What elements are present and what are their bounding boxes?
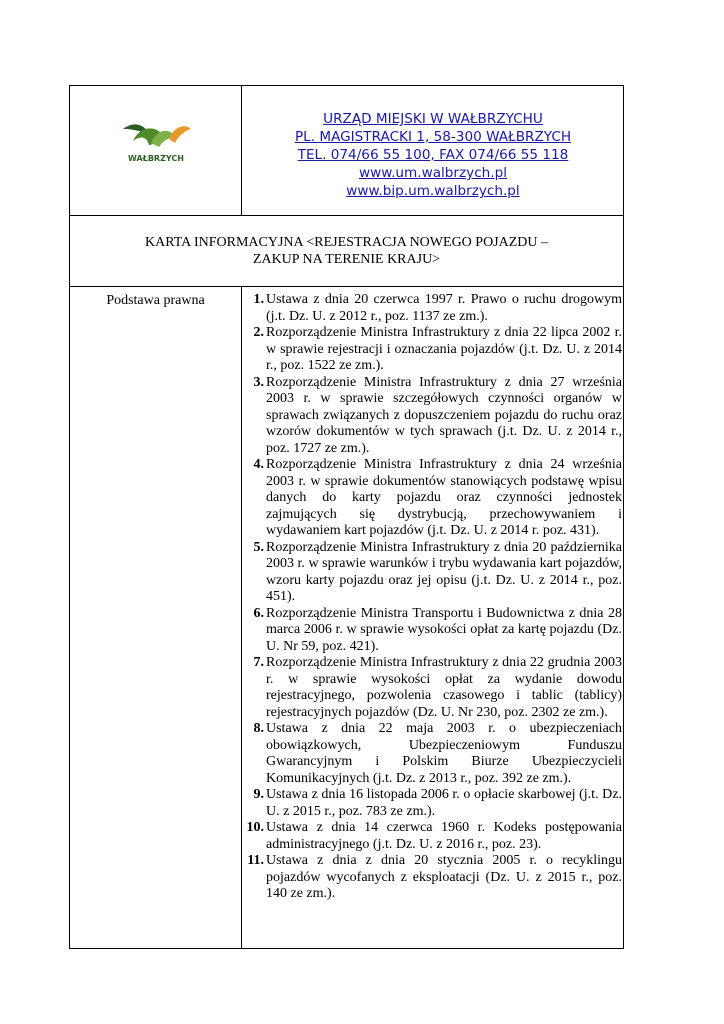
row-divider-title xyxy=(70,286,623,287)
list-item-text: Ustawa z dnia z dnia 20 stycznia 2005 r. o recyklingu pojazdów wycofanych z eksploatacji (Dz. U. z 2015 r., poz. 140 ze zm.). xyxy=(266,853,622,901)
list-item-number: 2. xyxy=(253,325,264,340)
office-contact-block xyxy=(242,110,624,200)
list-item-number: 9. xyxy=(253,787,264,802)
info-card-table xyxy=(69,85,624,949)
list-item xyxy=(242,375,622,458)
card-title-line2: ZAKUP NA TERENIE KRAJU> xyxy=(252,252,441,267)
walbrzych-logo xyxy=(109,111,203,173)
list-item-number: 10. xyxy=(246,820,264,835)
legal-basis-list xyxy=(242,292,622,903)
list-item-number: 3. xyxy=(253,374,264,390)
list-item-text: Ustawa z dnia 20 czerwca 1997 r. Prawo o ruchu drogowym (j.t. Dz. U. z 2012 r., poz. 1137 ze zm.). xyxy=(266,292,622,324)
list-item-text: Ustawa z dnia 14 czerwca 1960 r. Kodeks postępowania administracyjnego (j.t. Dz. U. z 2016 r., poz. 23). xyxy=(266,820,622,852)
list-item xyxy=(242,787,622,820)
walbrzych-logo-icon xyxy=(109,111,203,173)
legal-basis-label: Podstawa prawna xyxy=(106,293,205,308)
list-item-number: 11. xyxy=(247,853,264,868)
row-divider-header xyxy=(70,215,623,216)
list-item-number: 6. xyxy=(253,605,264,621)
list-item-text: Rozporządzenie Ministra Transportu i Budownictwa z dnia 28 marca 2006 r. w sprawie wysokości opłat za kartę pojazdu (Dz. U. Nr 59, poz. 421). xyxy=(266,605,622,654)
website-link[interactable]: www.um.walbrzych.pl xyxy=(358,165,508,181)
office-phone-link[interactable]: TEL. 074/66 55 100, FAX 074/66 55 118 xyxy=(297,147,569,163)
list-item xyxy=(242,457,622,540)
list-item xyxy=(242,853,622,903)
office-address-link[interactable]: PL. MAGISTRACKI 1, 58-300 WAŁBRZYCH xyxy=(294,129,572,145)
list-item-text: Rozporządzenie Ministra Infrastruktury z dnia 22 lipca 2002 r. w sprawie rejestracji i oznaczania pojazdów (j.t. Dz. U. z 2014 r., poz. 1522 ze zm.). xyxy=(266,325,622,373)
list-item-text: Rozporządzenie Ministra Infrastruktury z dnia 27 września 2003 r. w sprawie szczegółowych czynności organów w sprawach związanych z dopuszczeniem pojazdu do ruchu oraz wzorów dokumentów w tych sprawach (j.t. Dz. U. z 2014 r., poz. 1727 ze zm.). xyxy=(266,374,622,456)
list-item-text: Rozporządzenie Ministra Infrastruktury z dnia 24 września 2003 r. w sprawie dokumentów stanowiących podstawę wpisu danych do karty pojazdu oraz czynności jednostek zajmujących się dystrybucją, przechowywaniem i wydawaniem kart pojazdów (j.t. Dz. U. z 2014 r. poz. 431). xyxy=(266,457,622,538)
list-item-text: Ustawa z dnia 16 listopada 2006 r. o opłacie skarbowej (j.t. Dz. U. z 2015 r., poz. 783 ze zm.). xyxy=(266,787,622,819)
list-item-number: 4. xyxy=(253,457,264,472)
list-item-text: Rozporządzenie Ministra Infrastruktury z dnia 20 października 2003 r. w sprawie warunków i trybu wydawania kart pojazdów, wzoru karty pojazdu oraz jej opisu (j.t. Dz. U. z 2014 r., poz. 451). xyxy=(266,539,622,604)
list-item xyxy=(242,292,622,325)
list-item xyxy=(242,820,622,853)
list-item xyxy=(242,655,622,721)
office-name-link[interactable]: URZĄD MIEJSKI W WAŁBRZYCHU xyxy=(323,111,543,127)
list-item xyxy=(242,325,622,375)
list-item xyxy=(242,540,622,606)
bip-link[interactable]: www.bip.um.walbrzych.pl xyxy=(346,183,520,199)
list-item xyxy=(242,606,622,656)
list-item-text: Rozporządzenie Ministra Infrastruktury z dnia 22 grudnia 2003 r. w sprawie wysokości opłat za wydanie dowodu rejestracyjnego, pozwolenia czasowego i tablic (tablicy) rejestracyjnych pojazdów (Dz. U. Nr 230, poz. 2302 ze zm.). xyxy=(266,655,622,720)
list-item-text: Ustawa z dnia 22 maja 2003 r. o ubezpieczeniach obowiązkowych, Ubezpieczeniowym Funduszu Gwarancyjnym i Polskim Biurze Ubezpieczycieli Komunikacyjnych (j.t. Dz. z 2013 r., poz. 392 ze zm.). xyxy=(266,721,622,786)
card-title-line1: KARTA INFORMACYJNA <REJESTRACJA NOWEGO POJAZDU – xyxy=(144,235,549,250)
list-item xyxy=(242,721,622,787)
logo-text: WAŁBRZYCH xyxy=(128,154,184,163)
list-item-number: 8. xyxy=(253,721,264,736)
card-title xyxy=(70,234,623,268)
list-item-number: 5. xyxy=(253,539,264,555)
list-item-number: 7. xyxy=(253,655,264,670)
list-item-number: 1. xyxy=(253,292,264,307)
